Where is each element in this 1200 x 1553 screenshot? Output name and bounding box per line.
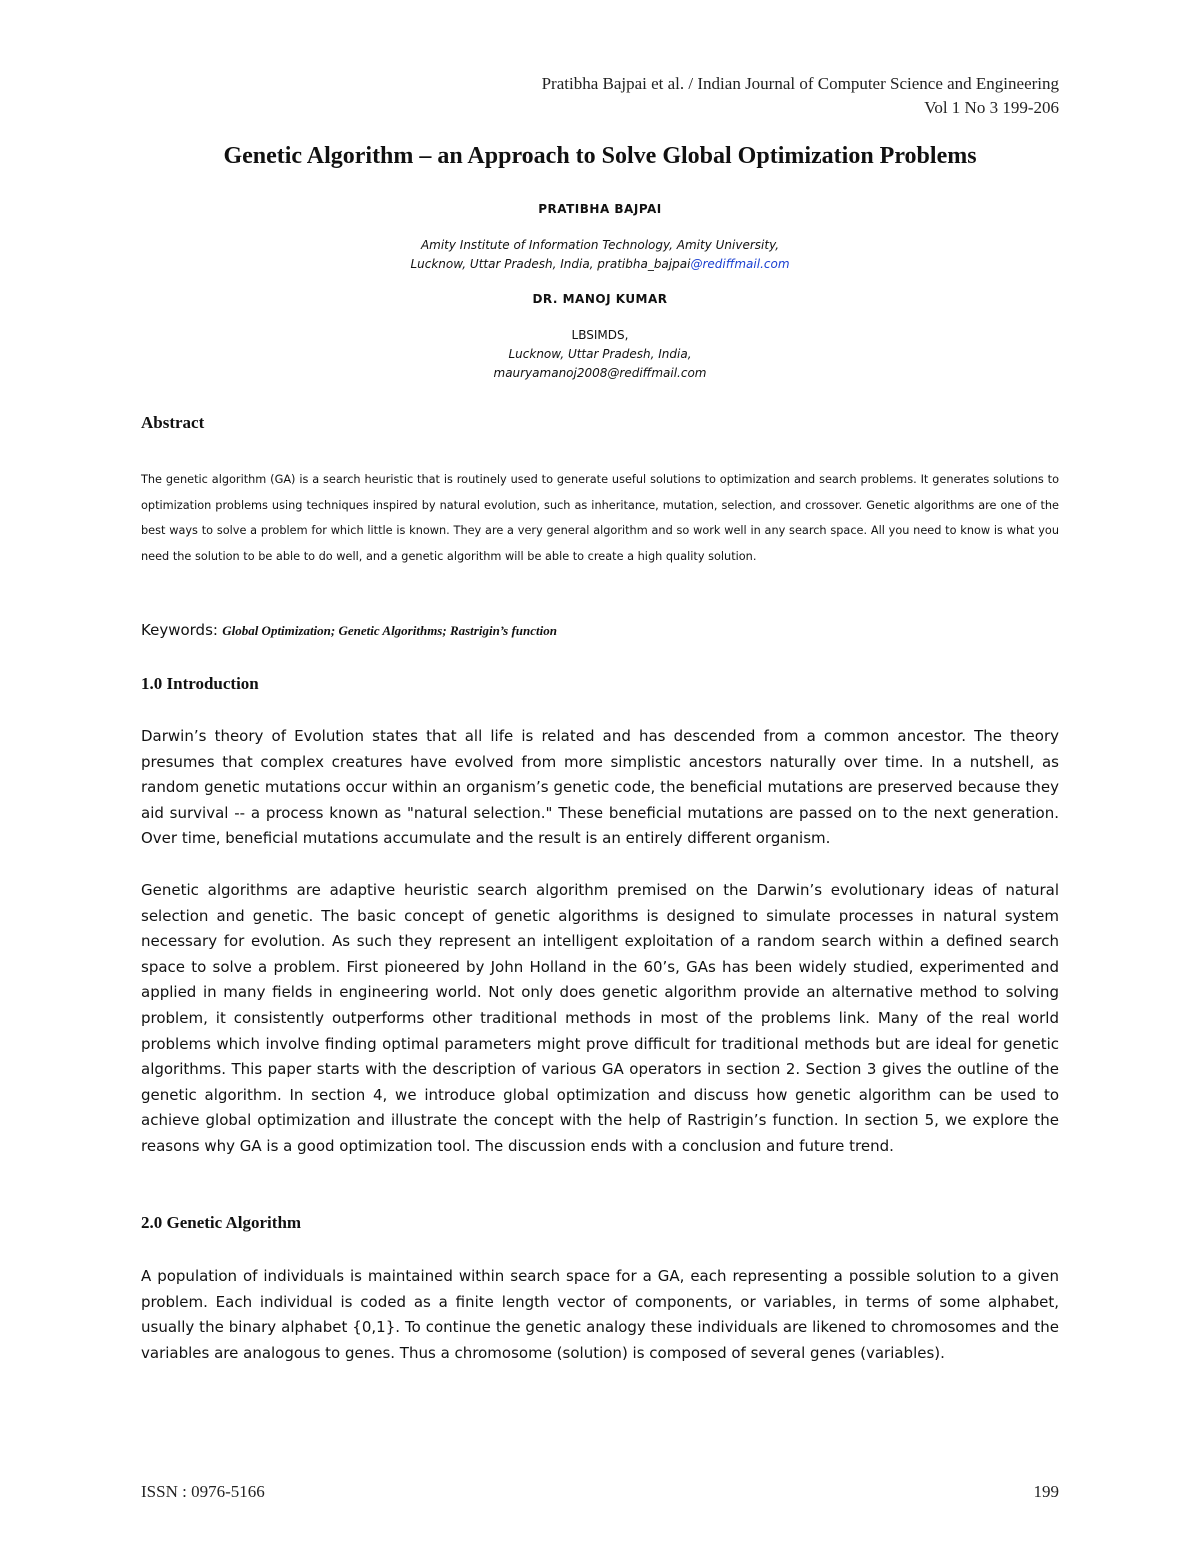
affiliation-text: Lucknow, Uttar Pradesh, India, pratibha_bajpai — [410, 257, 691, 271]
abstract-heading: Abstract — [141, 413, 205, 432]
affiliation-line: Amity Institute of Information Technology, Amity University, — [420, 238, 780, 252]
author-name-1: PRATIBHA BAJPAI — [538, 202, 662, 216]
keywords-label: Keywords: — [141, 621, 218, 639]
issn: ISSN : 0976-5166 — [141, 1482, 265, 1501]
author-name-2: DR. MANOJ KUMAR — [532, 292, 668, 306]
body-paragraph: A population of individuals is maintained within search space for a GA, each representing a possible solution to a given problem. Each individual is coded as a finite length vector of components, or variables, in terms of some alphabet, usually the binary alphabet {0,1}. To continue the genetic analogy these individuals are likened to chromosomes and the variables are analogous to genes. Thus a chromosome (solution) is composed of several genes (variables). — [141, 1267, 1059, 1362]
affiliation-line: LBSIMDS, — [571, 328, 629, 342]
section-heading-introduction: 1.0 Introduction — [141, 674, 259, 693]
author-affiliation-1 — [0, 236, 1200, 274]
keywords-text: Global Optimization; Genetic Algorithms; Rastrigin’s function — [222, 623, 557, 638]
page-number: 199 — [1033, 1482, 1059, 1501]
section-heading-genetic-algorithm: 2.0 Genetic Algorithm — [141, 1213, 302, 1232]
abstract-text: The genetic algorithm (GA) is a search heuristic that is routinely used to generate useful solutions to optimization and search problems. It generates solutions to optimization problems using techniques inspired by natural evolution, such as inheritance, mutation, selection, and crossover. Genetic algorithms are one of the best ways to solve a problem for which little is known. They are a very general algorithm and so work well in any search space. All you need to know is what you need the solution to be able to do well, and a genetic algorithm will be able to create a high quality solution. — [141, 473, 1059, 563]
running-header — [542, 72, 1059, 120]
paper-title: Genetic Algorithm – an Approach to Solve Global Optimization Problems — [223, 143, 977, 169]
author-affiliation-2 — [0, 326, 1200, 383]
author-email: mauryamanoj2008@rediffmail.com — [493, 366, 707, 380]
affiliation-line — [0, 255, 1200, 274]
email-link[interactable]: @rediffmail.com — [690, 257, 790, 271]
volume-info: Vol 1 No 3 199-206 — [924, 98, 1059, 117]
affiliation-line: Lucknow, Uttar Pradesh, India, — [508, 347, 692, 361]
body-paragraph: Darwin’s theory of Evolution states that all life is related and has descended from a common ancestor. The theory presumes that complex creatures have evolved from more simplistic ancestors naturally over time. In a nutshell, as random genetic mutations occur within an organism’s genetic code, the beneficial mutations are preserved because they aid survival -- a process known as "natural selection." These beneficial mutations are passed on to the next generation. Over time, beneficial mutations accumulate and the result is an entirely different organism. — [141, 727, 1059, 848]
keywords-line — [141, 620, 1059, 640]
body-paragraph: Genetic algorithms are adaptive heuristic search algorithm premised on the Darwin’s evolutionary ideas of natural selection and genetic. The basic concept of genetic algorithms is designed to simulate processes in natural system necessary for evolution. As such they represent an intelligent exploitation of a random search within a defined search space to solve a problem. First pioneered by John Holland in the 60’s, GAs has been widely studied, experimented and applied in many fields in engineering world. Not only does genetic algorithm provide an alternative method to solving problem, it consistently outperforms other traditional methods in most of the problems link. Many of the real world problems which involve finding optimal parameters might prove difficult for traditional methods but are ideal for genetic algorithms. This paper starts with the description of various GA operators in section 2. Section 3 gives the outline of the genetic algorithm. In section 4, we introduce global optimization and discuss how genetic algorithm can be used to achieve global optimization and illustrate the concept with the help of Rastrigin’s function. In section 5, we explore the reasons why GA is a good optimization tool. The discussion ends with a conclusion and future trend. — [141, 881, 1059, 1155]
journal-citation: Pratibha Bajpai et al. / Indian Journal of Computer Science and Engineering — [541, 74, 1059, 93]
